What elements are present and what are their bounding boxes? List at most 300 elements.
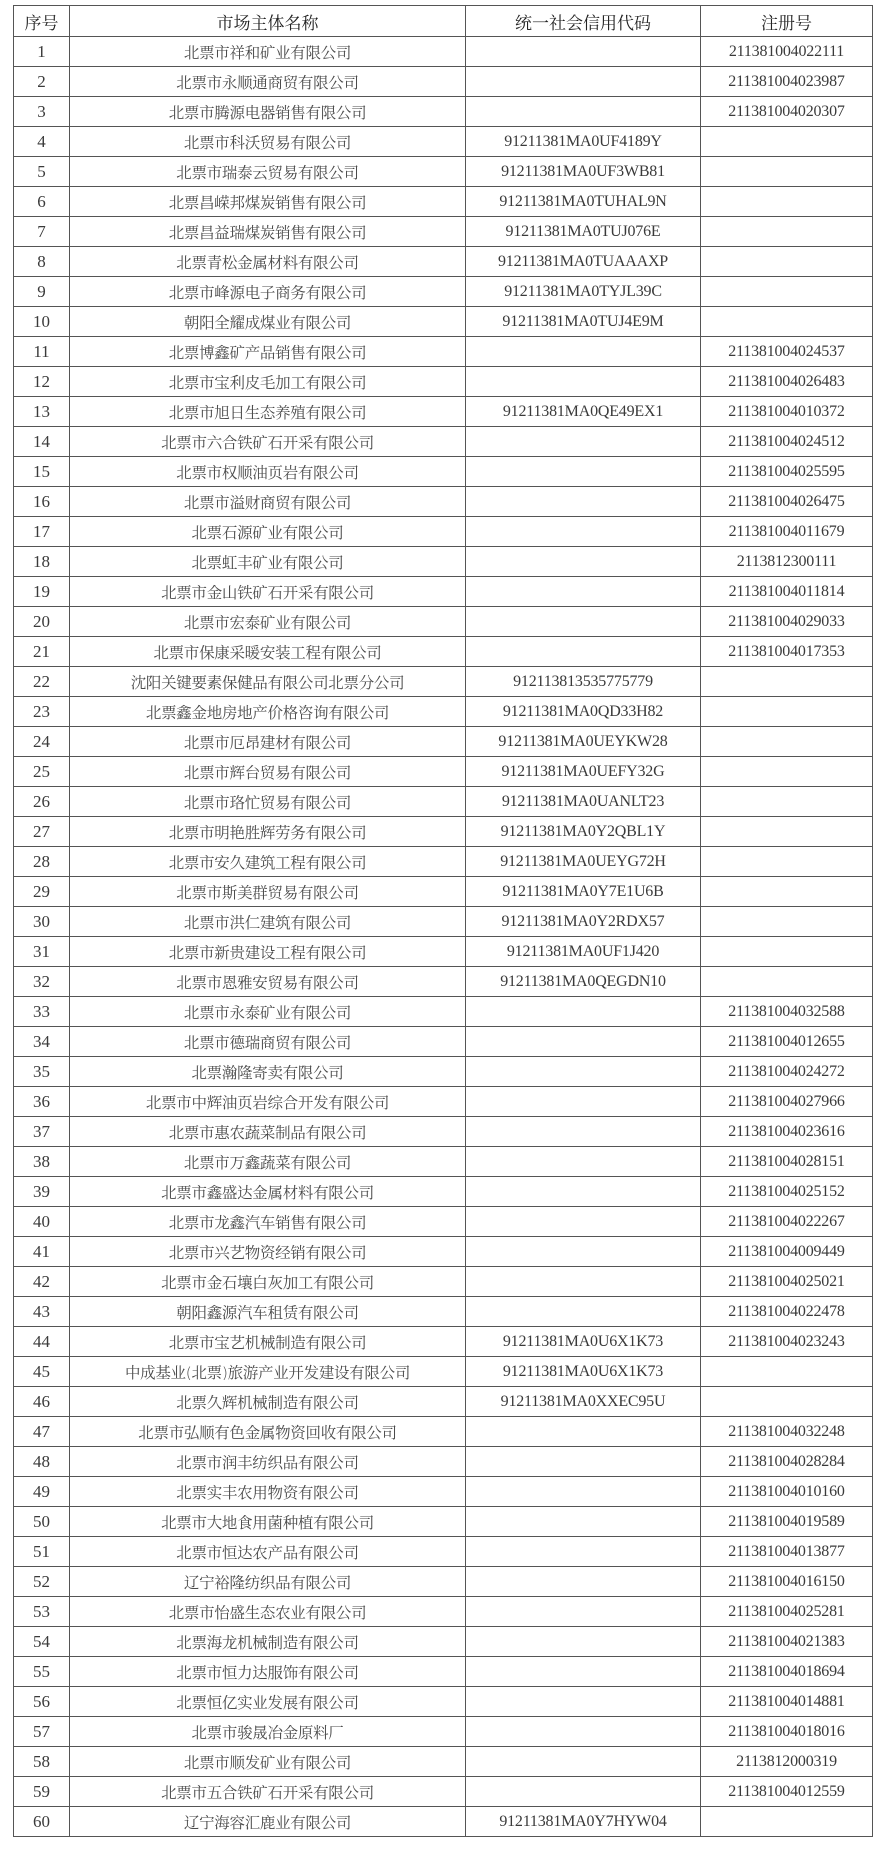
registration-number-cell bbox=[701, 697, 873, 727]
registration-number-cell: 211381004018694 bbox=[701, 1657, 873, 1687]
entity-name-cell: 北票市惠农蔬菜制品有限公司 bbox=[70, 1117, 466, 1147]
entity-name-cell: 北票市五合铁矿石开采有限公司 bbox=[70, 1777, 466, 1807]
registration-number-cell: 211381004014881 bbox=[701, 1687, 873, 1717]
entity-name-cell: 辽宁裕隆纺织品有限公司 bbox=[70, 1567, 466, 1597]
credit-code-cell: 91211381MA0UEYKW28 bbox=[466, 727, 701, 757]
table-row bbox=[14, 547, 873, 577]
entity-name-cell: 北票市鑫盛达金属材料有限公司 bbox=[70, 1177, 466, 1207]
credit-code-cell: 91211381MA0U6X1K73 bbox=[466, 1327, 701, 1357]
table-row bbox=[14, 967, 873, 997]
credit-code-cell: 91211381MA0TUJ4E9M bbox=[466, 307, 701, 337]
row-index: 36 bbox=[14, 1087, 70, 1117]
credit-code-cell bbox=[466, 1507, 701, 1537]
registration-number-cell: 211381004021383 bbox=[701, 1627, 873, 1657]
row-index: 20 bbox=[14, 607, 70, 637]
credit-code-cell: 91211381MA0U6X1K73 bbox=[466, 1357, 701, 1387]
row-index: 22 bbox=[14, 667, 70, 697]
credit-code-cell bbox=[466, 487, 701, 517]
table-row bbox=[14, 1207, 873, 1237]
row-index: 39 bbox=[14, 1177, 70, 1207]
table-row bbox=[14, 1537, 873, 1567]
credit-code-cell: 91211381MA0Y7E1U6B bbox=[466, 877, 701, 907]
row-index: 46 bbox=[14, 1387, 70, 1417]
entity-name-cell: 北票市宝艺机械制造有限公司 bbox=[70, 1327, 466, 1357]
row-index: 60 bbox=[14, 1807, 70, 1837]
credit-code-cell bbox=[466, 427, 701, 457]
entity-name-cell: 北票恒亿实业发展有限公司 bbox=[70, 1687, 466, 1717]
table-row bbox=[14, 757, 873, 787]
table-row bbox=[14, 907, 873, 937]
entity-name-cell: 北票市恒力达服饰有限公司 bbox=[70, 1657, 466, 1687]
registration-number-cell: 211381004024512 bbox=[701, 427, 873, 457]
registration-number-cell: 211381004010160 bbox=[701, 1477, 873, 1507]
registration-number-cell: 211381004023243 bbox=[701, 1327, 873, 1357]
row-index: 4 bbox=[14, 127, 70, 157]
row-index: 10 bbox=[14, 307, 70, 337]
credit-code-cell bbox=[466, 1477, 701, 1507]
entity-name-cell: 北票市龙鑫汽车销售有限公司 bbox=[70, 1207, 466, 1237]
row-index: 27 bbox=[14, 817, 70, 847]
entity-name-cell: 北票市六合铁矿石开采有限公司 bbox=[70, 427, 466, 457]
registration-number-cell: 211381004022478 bbox=[701, 1297, 873, 1327]
row-index: 14 bbox=[14, 427, 70, 457]
entity-name-cell: 北票市永顺通商贸有限公司 bbox=[70, 67, 466, 97]
header-index: 序号 bbox=[14, 6, 70, 37]
credit-code-cell bbox=[466, 547, 701, 577]
registration-number-cell bbox=[701, 277, 873, 307]
registration-number-cell bbox=[701, 1357, 873, 1387]
credit-code-cell: 91211381MA0Y2QBL1Y bbox=[466, 817, 701, 847]
row-index: 45 bbox=[14, 1357, 70, 1387]
registration-number-cell bbox=[701, 307, 873, 337]
entity-name-cell: 北票市金山铁矿石开采有限公司 bbox=[70, 577, 466, 607]
table-row bbox=[14, 637, 873, 667]
row-index: 33 bbox=[14, 997, 70, 1027]
table-row bbox=[14, 1717, 873, 1747]
table-row bbox=[14, 1567, 873, 1597]
entity-name-cell: 北票市祥和矿业有限公司 bbox=[70, 37, 466, 67]
registration-number-cell bbox=[701, 727, 873, 757]
credit-code-cell: 91211381MA0XXEC95U bbox=[466, 1387, 701, 1417]
entity-name-cell: 北票市恒达农产品有限公司 bbox=[70, 1537, 466, 1567]
table-row bbox=[14, 1267, 873, 1297]
registration-number-cell: 211381004017353 bbox=[701, 637, 873, 667]
registration-number-cell: 211381004013877 bbox=[701, 1537, 873, 1567]
market-entity-table bbox=[13, 5, 873, 1837]
registration-number-cell: 211381004012655 bbox=[701, 1027, 873, 1057]
registration-number-cell: 211381004025281 bbox=[701, 1597, 873, 1627]
row-index: 48 bbox=[14, 1447, 70, 1477]
row-index: 44 bbox=[14, 1327, 70, 1357]
credit-code-cell bbox=[466, 457, 701, 487]
entity-name-cell: 北票虹丰矿业有限公司 bbox=[70, 547, 466, 577]
table-row bbox=[14, 157, 873, 187]
credit-code-cell bbox=[466, 637, 701, 667]
credit-code-cell: 91211381MA0UF1J420 bbox=[466, 937, 701, 967]
table-row bbox=[14, 487, 873, 517]
entity-name-cell: 北票市永泰矿业有限公司 bbox=[70, 997, 466, 1027]
entity-name-cell: 北票市兴艺物资经销有限公司 bbox=[70, 1237, 466, 1267]
row-index: 12 bbox=[14, 367, 70, 397]
registration-number-cell: 211381004009449 bbox=[701, 1237, 873, 1267]
row-index: 49 bbox=[14, 1477, 70, 1507]
row-index: 32 bbox=[14, 967, 70, 997]
table-row bbox=[14, 877, 873, 907]
table-row bbox=[14, 937, 873, 967]
entity-name-cell: 北票市安久建筑工程有限公司 bbox=[70, 847, 466, 877]
credit-code-cell bbox=[466, 67, 701, 97]
credit-code-cell bbox=[466, 517, 701, 547]
credit-code-cell bbox=[466, 1447, 701, 1477]
row-index: 24 bbox=[14, 727, 70, 757]
entity-name-cell: 北票市峰源电子商务有限公司 bbox=[70, 277, 466, 307]
table-row bbox=[14, 1387, 873, 1417]
entity-name-cell: 北票昌益瑞煤炭销售有限公司 bbox=[70, 217, 466, 247]
registration-number-cell: 211381004028151 bbox=[701, 1147, 873, 1177]
registration-number-cell bbox=[701, 787, 873, 817]
registration-number-cell: 211381004019589 bbox=[701, 1507, 873, 1537]
entity-name-cell: 北票市顺发矿业有限公司 bbox=[70, 1747, 466, 1777]
table-row bbox=[14, 1597, 873, 1627]
entity-name-cell: 北票市旭日生态养殖有限公司 bbox=[70, 397, 466, 427]
table-row bbox=[14, 247, 873, 277]
row-index: 7 bbox=[14, 217, 70, 247]
row-index: 51 bbox=[14, 1537, 70, 1567]
registration-number-cell: 211381004023987 bbox=[701, 67, 873, 97]
credit-code-cell bbox=[466, 1117, 701, 1147]
credit-code-cell: 91211381MA0UEFY32G bbox=[466, 757, 701, 787]
registration-number-cell bbox=[701, 967, 873, 997]
table-row bbox=[14, 727, 873, 757]
registration-number-cell bbox=[701, 937, 873, 967]
credit-code-cell bbox=[466, 607, 701, 637]
row-index: 34 bbox=[14, 1027, 70, 1057]
registration-number-cell bbox=[701, 157, 873, 187]
entity-name-cell: 北票市权顺油页岩有限公司 bbox=[70, 457, 466, 487]
entity-name-cell: 北票市明艳胜辉劳务有限公司 bbox=[70, 817, 466, 847]
table-row bbox=[14, 1507, 873, 1537]
registration-number-cell: 211381004032588 bbox=[701, 997, 873, 1027]
credit-code-cell bbox=[466, 1777, 701, 1807]
entity-name-cell: 北票实丰农用物资有限公司 bbox=[70, 1477, 466, 1507]
row-index: 6 bbox=[14, 187, 70, 217]
entity-name-cell: 北票海龙机械制造有限公司 bbox=[70, 1627, 466, 1657]
entity-name-cell: 北票市弘顺有色金属物资回收有限公司 bbox=[70, 1417, 466, 1447]
registration-number-cell bbox=[701, 667, 873, 697]
row-index: 56 bbox=[14, 1687, 70, 1717]
table-row bbox=[14, 337, 873, 367]
registration-number-cell: 211381004018016 bbox=[701, 1717, 873, 1747]
entity-name-cell: 北票市斯美群贸易有限公司 bbox=[70, 877, 466, 907]
table-row bbox=[14, 457, 873, 487]
row-index: 2 bbox=[14, 67, 70, 97]
row-index: 54 bbox=[14, 1627, 70, 1657]
row-index: 40 bbox=[14, 1207, 70, 1237]
registration-number-cell: 2113812300111 bbox=[701, 547, 873, 577]
entity-name-cell: 北票青松金属材料有限公司 bbox=[70, 247, 466, 277]
registration-number-cell bbox=[701, 817, 873, 847]
table-row bbox=[14, 1807, 873, 1837]
row-index: 47 bbox=[14, 1417, 70, 1447]
credit-code-cell bbox=[466, 1717, 701, 1747]
row-index: 42 bbox=[14, 1267, 70, 1297]
credit-code-cell bbox=[466, 37, 701, 67]
registration-number-cell bbox=[701, 217, 873, 247]
table-row bbox=[14, 1327, 873, 1357]
table-row bbox=[14, 577, 873, 607]
credit-code-cell: 91211381MA0TUHAL9N bbox=[466, 187, 701, 217]
entity-name-cell: 北票市金石壤白灰加工有限公司 bbox=[70, 1267, 466, 1297]
credit-code-cell bbox=[466, 1417, 701, 1447]
row-index: 16 bbox=[14, 487, 70, 517]
registration-number-cell: 211381004025021 bbox=[701, 1267, 873, 1297]
registration-number-cell: 211381004032248 bbox=[701, 1417, 873, 1447]
entity-name-cell: 辽宁海容汇鹿业有限公司 bbox=[70, 1807, 466, 1837]
entity-name-cell: 朝阳全耀成煤业有限公司 bbox=[70, 307, 466, 337]
credit-code-cell bbox=[466, 1147, 701, 1177]
row-index: 30 bbox=[14, 907, 70, 937]
row-index: 8 bbox=[14, 247, 70, 277]
registration-number-cell: 211381004026475 bbox=[701, 487, 873, 517]
row-index: 57 bbox=[14, 1717, 70, 1747]
registration-number-cell bbox=[701, 1387, 873, 1417]
row-index: 25 bbox=[14, 757, 70, 787]
credit-code-cell: 91211381MA0TUJ076E bbox=[466, 217, 701, 247]
entity-name-cell: 北票瀚隆寄卖有限公司 bbox=[70, 1057, 466, 1087]
table-header-row bbox=[14, 6, 873, 37]
row-index: 55 bbox=[14, 1657, 70, 1687]
table-row bbox=[14, 1357, 873, 1387]
entity-name-cell: 中成基业(北票)旅游产业开发建设有限公司 bbox=[70, 1357, 466, 1387]
table-row bbox=[14, 1117, 873, 1147]
credit-code-cell: 91211381MA0UF4189Y bbox=[466, 127, 701, 157]
row-index: 53 bbox=[14, 1597, 70, 1627]
row-index: 52 bbox=[14, 1567, 70, 1597]
table-row bbox=[14, 307, 873, 337]
entity-name-cell: 北票石源矿业有限公司 bbox=[70, 517, 466, 547]
credit-code-cell bbox=[466, 1177, 701, 1207]
row-index: 38 bbox=[14, 1147, 70, 1177]
credit-code-cell bbox=[466, 1537, 701, 1567]
registration-number-cell: 211381004011679 bbox=[701, 517, 873, 547]
credit-code-cell bbox=[466, 1267, 701, 1297]
registration-number-cell: 211381004010372 bbox=[701, 397, 873, 427]
registration-number-cell: 211381004029033 bbox=[701, 607, 873, 637]
table-row bbox=[14, 67, 873, 97]
row-index: 28 bbox=[14, 847, 70, 877]
registration-number-cell bbox=[701, 877, 873, 907]
registration-number-cell bbox=[701, 187, 873, 217]
table-row bbox=[14, 1777, 873, 1807]
registration-number-cell: 211381004025595 bbox=[701, 457, 873, 487]
credit-code-cell: 91211381MA0QD33H82 bbox=[466, 697, 701, 727]
entity-name-cell: 北票博鑫矿产品销售有限公司 bbox=[70, 337, 466, 367]
entity-name-cell: 北票市瑞泰云贸易有限公司 bbox=[70, 157, 466, 187]
table-row bbox=[14, 787, 873, 817]
entity-name-cell: 北票市辉台贸易有限公司 bbox=[70, 757, 466, 787]
table-row bbox=[14, 1027, 873, 1057]
table-row bbox=[14, 97, 873, 127]
credit-code-cell bbox=[466, 1567, 701, 1597]
table-row bbox=[14, 1747, 873, 1777]
table-row bbox=[14, 397, 873, 427]
row-index: 11 bbox=[14, 337, 70, 367]
entity-name-cell: 北票市科沃贸易有限公司 bbox=[70, 127, 466, 157]
credit-code-cell bbox=[466, 997, 701, 1027]
entity-name-cell: 北票昌嵘邦煤炭销售有限公司 bbox=[70, 187, 466, 217]
row-index: 37 bbox=[14, 1117, 70, 1147]
credit-code-cell bbox=[466, 1297, 701, 1327]
credit-code-cell: 912113813535775779 bbox=[466, 667, 701, 697]
registry-sheet bbox=[13, 5, 872, 1837]
table-row bbox=[14, 1297, 873, 1327]
credit-code-cell bbox=[466, 337, 701, 367]
row-index: 1 bbox=[14, 37, 70, 67]
credit-code-cell bbox=[466, 1627, 701, 1657]
entity-name-cell: 北票市新贵建设工程有限公司 bbox=[70, 937, 466, 967]
registration-number-cell bbox=[701, 757, 873, 787]
table-row bbox=[14, 1447, 873, 1477]
registration-number-cell: 211381004027966 bbox=[701, 1087, 873, 1117]
table-row bbox=[14, 367, 873, 397]
entity-name-cell: 北票市宝利皮毛加工有限公司 bbox=[70, 367, 466, 397]
table-row bbox=[14, 1627, 873, 1657]
credit-code-cell: 91211381MA0UF3WB81 bbox=[466, 157, 701, 187]
table-row bbox=[14, 127, 873, 157]
row-index: 31 bbox=[14, 937, 70, 967]
entity-name-cell: 北票市润丰纺织品有限公司 bbox=[70, 1447, 466, 1477]
entity-name-cell: 北票市大地食用菌种植有限公司 bbox=[70, 1507, 466, 1537]
row-index: 50 bbox=[14, 1507, 70, 1537]
registration-number-cell bbox=[701, 247, 873, 277]
registration-number-cell: 2113812000319 bbox=[701, 1747, 873, 1777]
registration-number-cell: 211381004022267 bbox=[701, 1207, 873, 1237]
credit-code-cell: 91211381MA0UEYG72H bbox=[466, 847, 701, 877]
table-row bbox=[14, 37, 873, 67]
credit-code-cell: 91211381MA0TUAAAXP bbox=[466, 247, 701, 277]
credit-code-cell: 91211381MA0Y2RDX57 bbox=[466, 907, 701, 937]
table-row bbox=[14, 1087, 873, 1117]
credit-code-cell bbox=[466, 1237, 701, 1267]
table-row bbox=[14, 997, 873, 1027]
registration-number-cell bbox=[701, 127, 873, 157]
table-row bbox=[14, 517, 873, 547]
credit-code-cell: 91211381MA0Y7HYW04 bbox=[466, 1807, 701, 1837]
row-index: 41 bbox=[14, 1237, 70, 1267]
registration-number-cell bbox=[701, 907, 873, 937]
registration-number-cell: 211381004024537 bbox=[701, 337, 873, 367]
registration-number-cell: 211381004020307 bbox=[701, 97, 873, 127]
table-row bbox=[14, 817, 873, 847]
registration-number-cell: 211381004028284 bbox=[701, 1447, 873, 1477]
entity-name-cell: 北票市厄昂建材有限公司 bbox=[70, 727, 466, 757]
registration-number-cell: 211381004012559 bbox=[701, 1777, 873, 1807]
credit-code-cell bbox=[466, 1087, 701, 1117]
header-entity-name: 市场主体名称 bbox=[70, 6, 466, 37]
row-index: 13 bbox=[14, 397, 70, 427]
credit-code-cell bbox=[466, 1027, 701, 1057]
entity-name-cell: 北票市珞忙贸易有限公司 bbox=[70, 787, 466, 817]
table-row bbox=[14, 1477, 873, 1507]
credit-code-cell: 91211381MA0QEGDN10 bbox=[466, 967, 701, 997]
credit-code-cell bbox=[466, 97, 701, 127]
credit-code-cell: 91211381MA0QE49EX1 bbox=[466, 397, 701, 427]
row-index: 17 bbox=[14, 517, 70, 547]
row-index: 21 bbox=[14, 637, 70, 667]
row-index: 15 bbox=[14, 457, 70, 487]
entity-name-cell: 北票市腾源电器销售有限公司 bbox=[70, 97, 466, 127]
table-row bbox=[14, 427, 873, 457]
entity-name-cell: 朝阳鑫源汽车租赁有限公司 bbox=[70, 1297, 466, 1327]
table-row bbox=[14, 187, 873, 217]
row-index: 19 bbox=[14, 577, 70, 607]
table-row bbox=[14, 847, 873, 877]
entity-name-cell: 北票市恩雅安贸易有限公司 bbox=[70, 967, 466, 997]
table-row bbox=[14, 1057, 873, 1087]
table-row bbox=[14, 1177, 873, 1207]
entity-name-cell: 北票市溢财商贸有限公司 bbox=[70, 487, 466, 517]
row-index: 5 bbox=[14, 157, 70, 187]
row-index: 18 bbox=[14, 547, 70, 577]
entity-name-cell: 北票市万鑫蔬菜有限公司 bbox=[70, 1147, 466, 1177]
row-index: 58 bbox=[14, 1747, 70, 1777]
table-row bbox=[14, 697, 873, 727]
registration-number-cell: 211381004023616 bbox=[701, 1117, 873, 1147]
credit-code-cell bbox=[466, 1597, 701, 1627]
table-row bbox=[14, 1237, 873, 1267]
row-index: 59 bbox=[14, 1777, 70, 1807]
credit-code-cell bbox=[466, 1207, 701, 1237]
entity-name-cell: 沈阳关键要素保健品有限公司北票分公司 bbox=[70, 667, 466, 697]
table-row bbox=[14, 667, 873, 697]
registration-number-cell: 211381004016150 bbox=[701, 1567, 873, 1597]
registration-number-cell: 211381004025152 bbox=[701, 1177, 873, 1207]
registration-number-cell: 211381004022111 bbox=[701, 37, 873, 67]
row-index: 9 bbox=[14, 277, 70, 307]
table-row bbox=[14, 1147, 873, 1177]
entity-name-cell: 北票市中辉油页岩综合开发有限公司 bbox=[70, 1087, 466, 1117]
row-index: 43 bbox=[14, 1297, 70, 1327]
entity-name-cell: 北票市德瑞商贸有限公司 bbox=[70, 1027, 466, 1057]
table-row bbox=[14, 1687, 873, 1717]
table-row bbox=[14, 277, 873, 307]
header-registration-number: 注册号 bbox=[701, 6, 873, 37]
entity-name-cell: 北票市保康采暖安装工程有限公司 bbox=[70, 637, 466, 667]
entity-name-cell: 北票市洪仁建筑有限公司 bbox=[70, 907, 466, 937]
row-index: 23 bbox=[14, 697, 70, 727]
credit-code-cell bbox=[466, 1747, 701, 1777]
registration-number-cell: 211381004011814 bbox=[701, 577, 873, 607]
table-body bbox=[14, 37, 873, 1837]
credit-code-cell bbox=[466, 1057, 701, 1087]
registration-number-cell bbox=[701, 847, 873, 877]
credit-code-cell bbox=[466, 1687, 701, 1717]
registration-number-cell bbox=[701, 1807, 873, 1837]
entity-name-cell: 北票市怡盛生态农业有限公司 bbox=[70, 1597, 466, 1627]
credit-code-cell: 91211381MA0UANLT23 bbox=[466, 787, 701, 817]
table-row bbox=[14, 217, 873, 247]
table-row bbox=[14, 1417, 873, 1447]
credit-code-cell bbox=[466, 367, 701, 397]
credit-code-cell: 91211381MA0TYJL39C bbox=[466, 277, 701, 307]
header-credit-code: 统一社会信用代码 bbox=[466, 6, 701, 37]
entity-name-cell: 北票市骏晟冶金原料厂 bbox=[70, 1717, 466, 1747]
entity-name-cell: 北票鑫金地房地产价格咨询有限公司 bbox=[70, 697, 466, 727]
row-index: 3 bbox=[14, 97, 70, 127]
row-index: 29 bbox=[14, 877, 70, 907]
registration-number-cell: 211381004024272 bbox=[701, 1057, 873, 1087]
entity-name-cell: 北票久辉机械制造有限公司 bbox=[70, 1387, 466, 1417]
